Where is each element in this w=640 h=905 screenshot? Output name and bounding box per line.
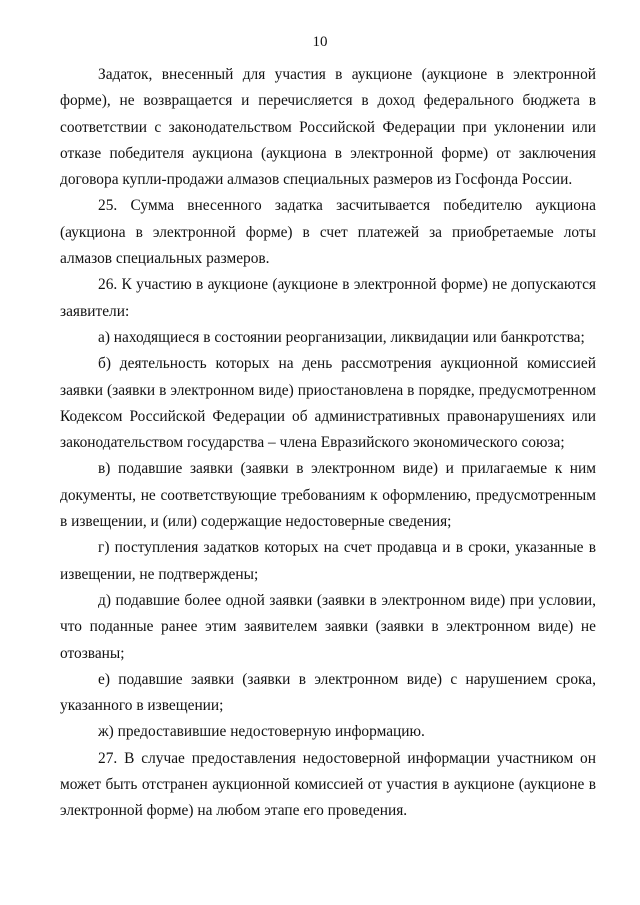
list-item-g: г) поступления задатков которых на счет продавца и в сроки, указанные в извещении, не подтверждены;: [60, 539, 596, 583]
list-item-zh: ж) предоставившие недостоверную информацию.: [98, 723, 425, 741]
list-item-b: б) деятельность которых на день рассмотрения аукционной комиссией заявки (заявки в электронном виде) приостановлена в порядке, предусмотренном Кодексом Российской Федерации об административных правонарушениях или законодательством государства – члена Евразийского экономического союза;: [60, 355, 596, 452]
list-item-d: д) подавшие более одной заявки (заявки в электронном виде) при условии, что поданные ранее этим заявителем заявки (заявки в электронном виде) не отозваны;: [60, 591, 596, 662]
page-number: 10: [312, 34, 328, 50]
paragraph-deposit-forfeit: Задаток, внесенный для участия в аукционе (аукционе в электронной форме), не возвращается и перечисляется в доход федерального бюджета в соответствии с законодательством Российской Федерации при уклонении или отказе победителя аукциона (аукциона в электронной форме) от заключения договора купли-продажи алмазов специальных размеров из Госфонда России.: [60, 66, 596, 189]
paragraph-clause-26: 26. К участию в аукционе (аукционе в электронной форме) не допускаются заявители:: [60, 276, 596, 320]
paragraph-clause-27: 27. В случае предоставления недостоверной информации участником он может быть отстранен аукционной комиссией от участия в аукционе (аукционе в электронной форме) на любом этапе его проведения.: [60, 749, 596, 820]
list-item-a: а) находящиеся в состоянии реорганизации, ликвидации или банкротства;: [98, 328, 585, 346]
document-body: [60, 62, 596, 825]
paragraph-clause-25: 25. Сумма внесенного задатка засчитывается победителю аукциона (аукциона в электронной форме) в счет платежей за приобретаемые лоты алмазов специальных размеров.: [60, 197, 596, 268]
list-item-e: е) подавшие заявки (заявки в электронном виде) с нарушением срока, указанного в извещении;: [60, 670, 596, 715]
list-item-v: в) подавшие заявки (заявки в электронном виде) и прилагаемые к ним документы, не соответствующие требованиям к оформлению, предусмотренным в извещении, и (или) содержащие недостоверные сведения;: [60, 460, 596, 531]
